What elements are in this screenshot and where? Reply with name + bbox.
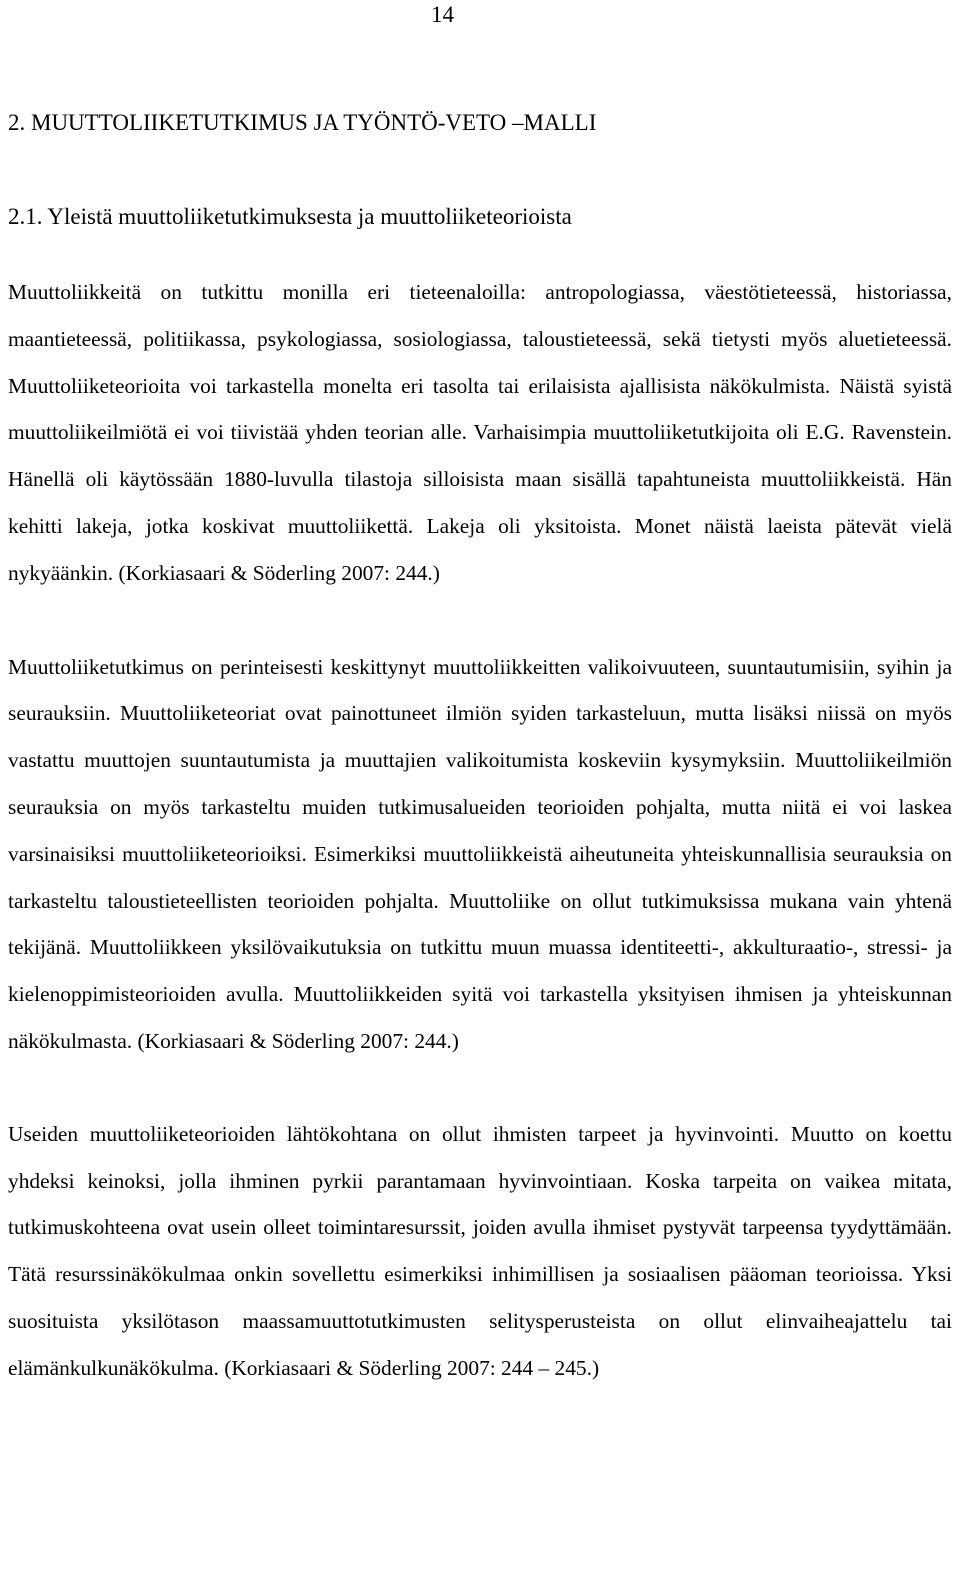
document-body bbox=[8, 108, 952, 1392]
paragraph-1: Muuttoliikkeitä on tutkittu monilla eri tieteenaloilla: antropologiassa, väestötieteessä, historiassa, maantieteessä, politiikassa, psykologiassa, sosiologiassa, taloustieteessä, sekä tietysti myös aluetieteessä. Muuttoliiketeorioita voi tarkastella monelta eri tasolta tai erilaisista ajallisista näkökulmista. Näistä syistä muuttoliikeilmiötä ei voi tiivistää yhden teorian alle. Varhaisimpia muuttoliiketutkijoita oli E.G. Ravenstein. Hänellä oli käytössään 1880-luvulla tilastoja silloisista maan sisällä tapahtuneista muuttoliikkeistä. Hän kehitti lakeja, jotka koskivat muuttoliikettä. Lakeja oli yksitoista. Monet näistä laeista pätevät vielä nykyäänkin. (Korkiasaari & Söderling 2007: 244.) bbox=[8, 280, 952, 585]
paragraph-3: Useiden muuttoliiketeorioiden lähtökohtana on ollut ihmisten tarpeet ja hyvinvointi. Muutto on koettu yhdeksi keinoksi, jolla ihminen pyrkii parantamaan hyvinvointiaan. Koska tarpeita on vaikea mitata, tutkimuskohteena ovat usein olleet toimintaresurssit, joiden avulla ihmiset pystyvät tarpeensa tyydyttämään. Tätä resurssinäkökulmaa onkin sovellettu esimerkiksi inhimillisen ja sosiaalisen pääoman teorioissa. Yksi suosituista yksilötason maassamuuttotutkimusten selitysperusteista on ollut elinvaiheajattelu tai elämänkulkunäkökulma. (Korkiasaari & Söderling 2007: 244 – 245.) bbox=[8, 1121, 952, 1380]
chapter-title: 2. MUUTTOLIIKETUTKIMUS JA TYÖNTÖ-VETO –MALLI bbox=[8, 110, 597, 135]
page-number: 14 bbox=[431, 2, 454, 27]
section-title: 2.1. Yleistä muuttoliiketutkimuksesta ja muuttoliiketeorioista bbox=[8, 204, 572, 229]
paragraph-2: Muuttoliiketutkimus on perinteisesti keskittynyt muuttoliikkeitten valikoivuuteen, suuntautumisiin, syihin ja seurauksiin. Muuttoliiketeoriat ovat painottuneet ilmiön syiden tarkasteluun, mutta lisäksi niissä on myös vastattu muuttojen suuntautumista ja muuttajien valikoitumista koskeviin kysymyksiin. Muuttoliikeilmiön seurauksia on myös tarkasteltu muiden tutkimusalueiden teorioiden pohjalta, mutta niitä ei voi laskea varsinaisiksi muuttoliiketeorioiksi. Esimerkiksi muuttoliikkeistä aiheutuneita yhteiskunnallisia seurauksia on tarkasteltu taloustieteellisten teorioiden pohjalta. Muuttoliike on ollut tutkimuksissa mukana vain yhtenä tekijänä. Muuttoliikkeen yksilövaikutuksia on tutkittu muun muassa identiteetti-, akkulturaatio-, stressi- ja kielenoppimisteorioiden avulla. Muuttoliikkeiden syitä voi tarkastella yksityisen ihmisen ja yhteiskunnan näkökulmasta. (Korkiasaari & Söderling 2007: 244.) bbox=[8, 654, 952, 1053]
